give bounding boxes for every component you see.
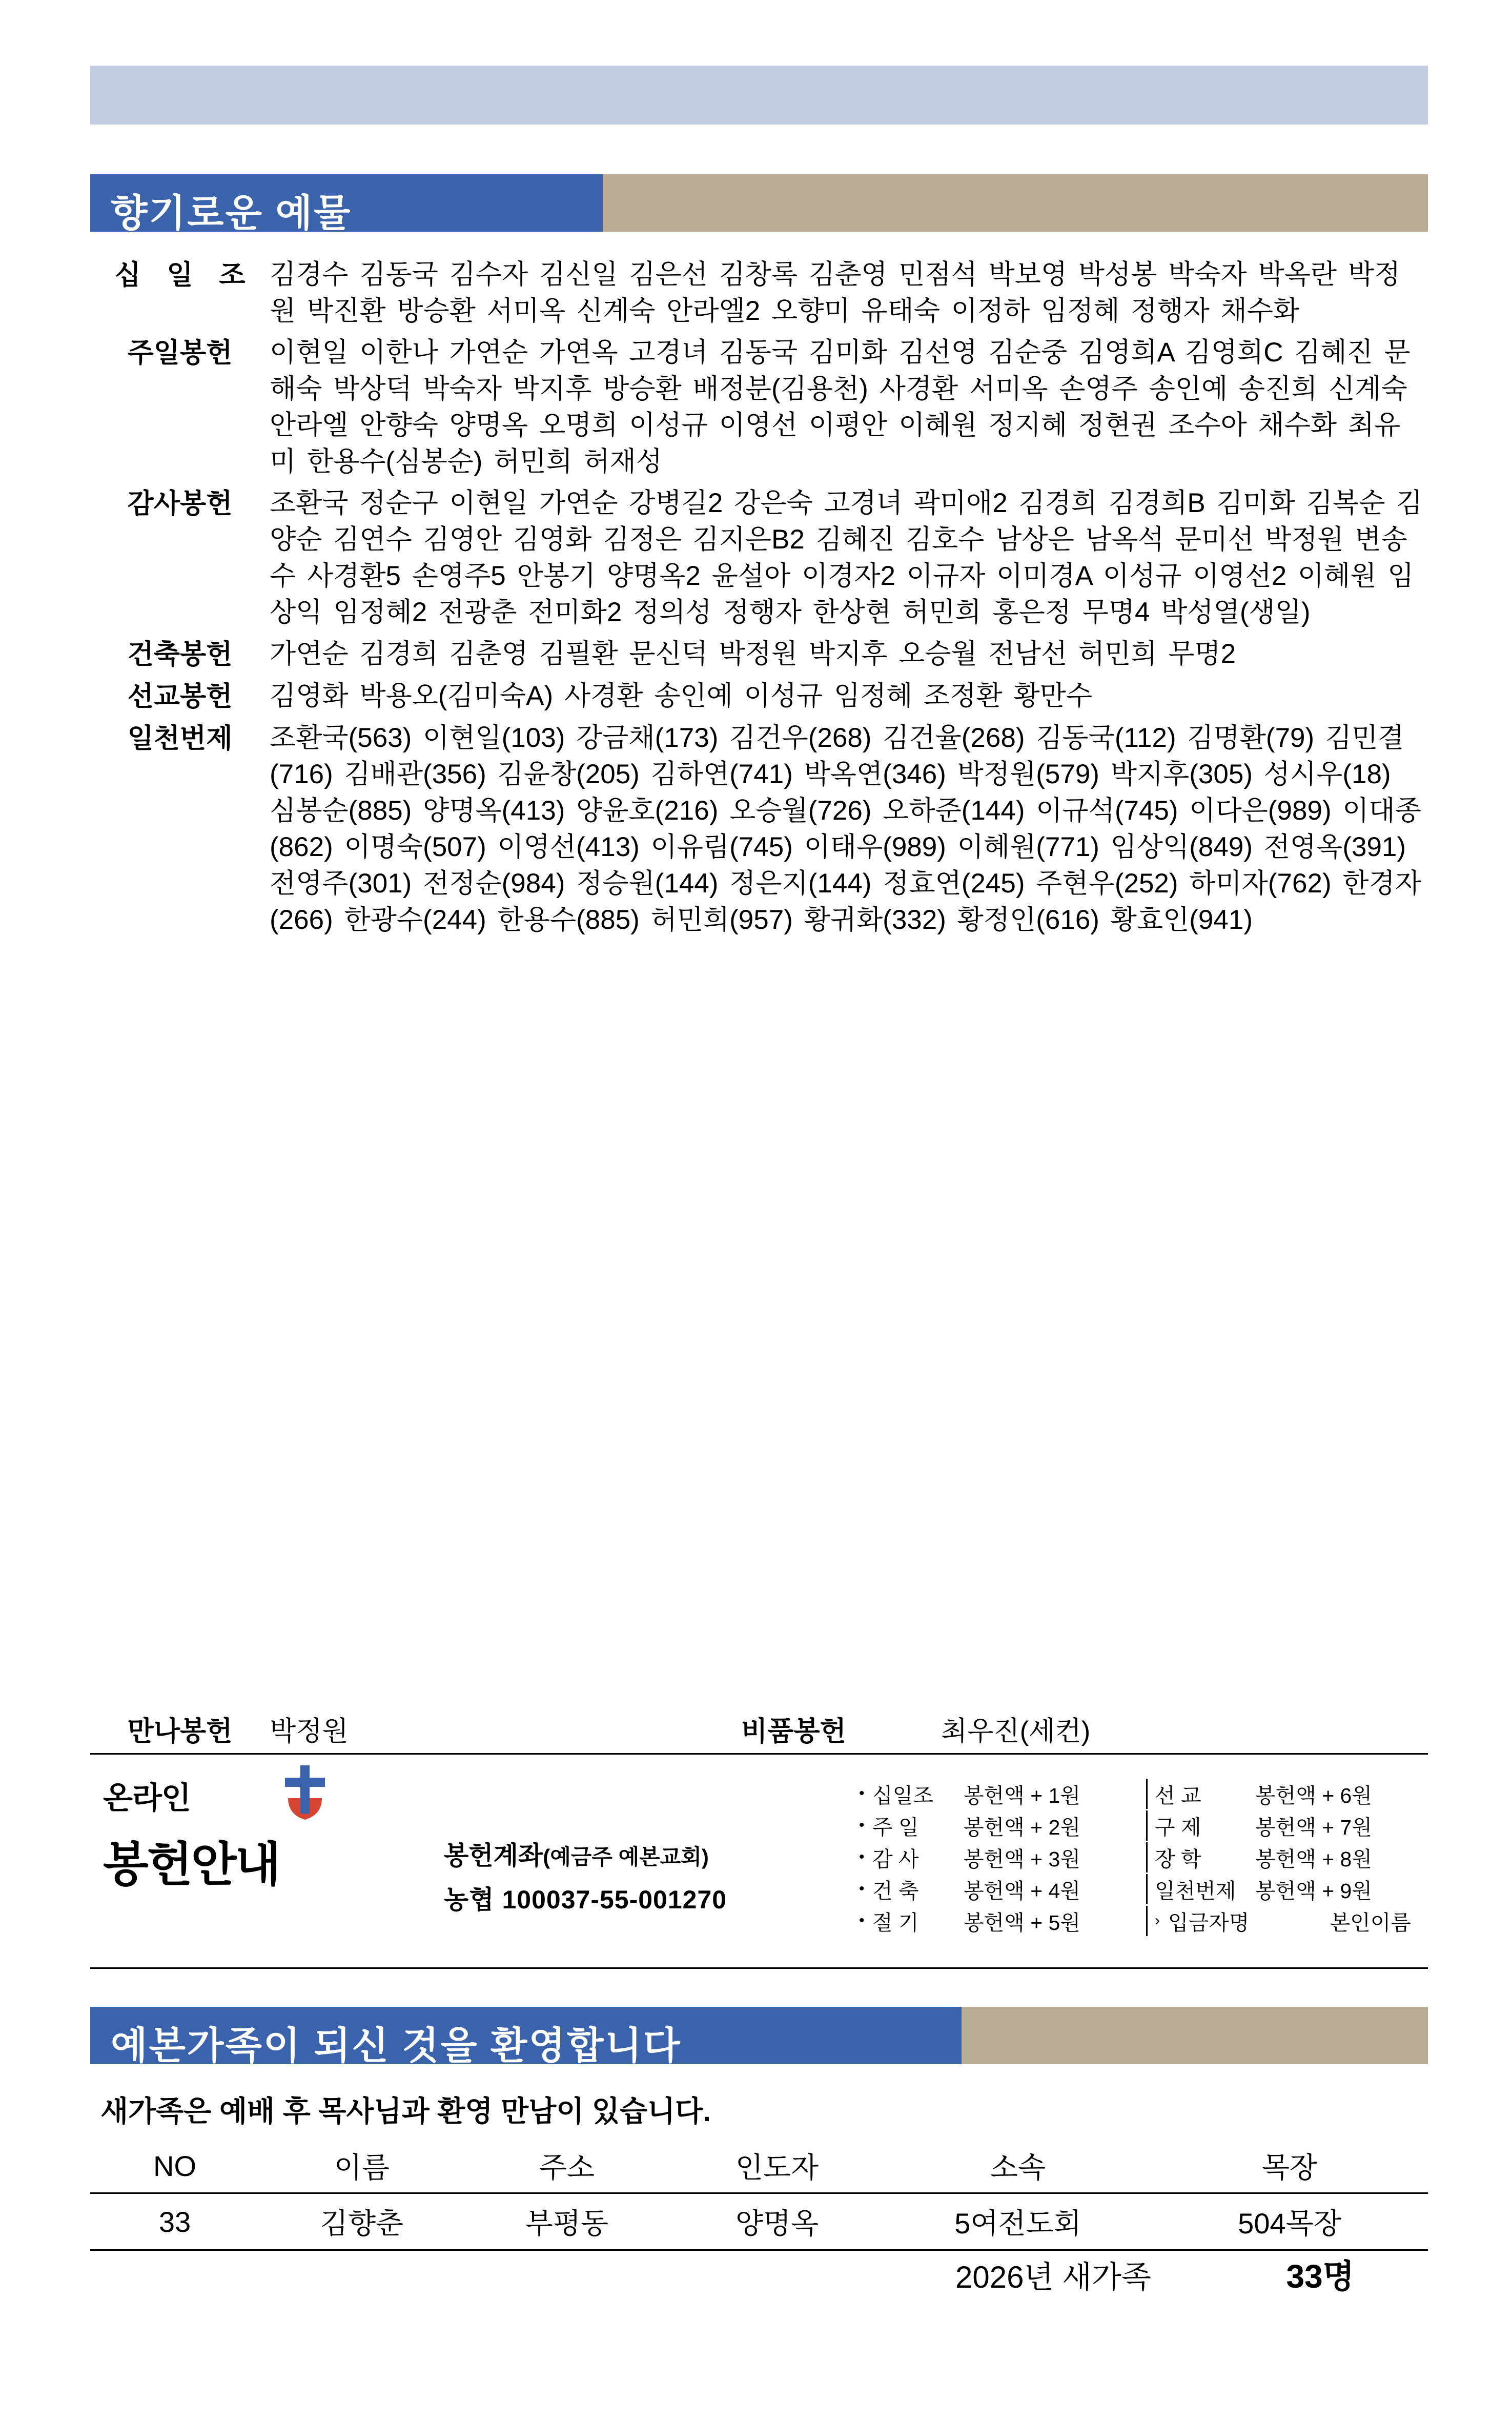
code-amount: 봉헌액 + 8원 <box>1255 1847 1372 1871</box>
manna-label: 만나봉헌 <box>127 1716 233 1746</box>
code-amount: 봉헌액 + 2원 <box>964 1815 1080 1839</box>
online-word: 온라인 <box>103 1781 191 1815</box>
code-row <box>859 1905 1413 1937</box>
offering-row-label: 선교봉헌 <box>127 681 233 712</box>
code-name: 입금자명 <box>1168 1910 1250 1935</box>
code-row <box>859 1778 1413 1809</box>
bullet-icon: • <box>859 1848 865 1865</box>
code-left <box>859 1906 1146 1936</box>
offering-row <box>90 678 1428 715</box>
account-number: 농협 100037-55-001270 <box>444 1885 727 1914</box>
cell-guide: 양명옥 <box>669 2193 885 2250</box>
code-amount: 봉헌액 + 7원 <box>1255 1815 1372 1839</box>
arrow-icon: › <box>1155 1912 1160 1929</box>
welcome-section-title: 예본가족이 되신 것을 환영합니다 <box>111 2024 682 2067</box>
column-header-address: 주소 <box>464 2140 669 2193</box>
divider-top <box>90 1753 1428 1755</box>
column-header-name: 이름 <box>259 2140 464 2193</box>
table-header-row <box>90 2140 1428 2193</box>
offering-row-names: 이현일 이한나 가연순 가연옥 고경녀 김동국 김미화 김선영 김순중 김영희A 김영희C 김혜진 문해숙 박상덕 박숙자 박지후 방승환 배정분(김용천) 사경환 서미옥 손영주 송인예 송진희 신계숙 안라엘 안향숙 양명옥 오명희 이성규 이영선 이평안 이혜원 정지혜 정현권 조수아 채수화 최유미 한용수(심봉순) 허민희 허재성 <box>270 337 1411 477</box>
bipum-value: 최우진(세컨) <box>941 1716 1091 1746</box>
offering-row-label: 십 일 조 <box>114 260 255 290</box>
code-left <box>859 1810 1146 1841</box>
offering-row-label: 일천번제 <box>127 723 233 754</box>
code-amount: 본인이름 <box>1330 1910 1411 1935</box>
code-amount: 봉헌액 + 9원 <box>1255 1879 1372 1903</box>
online-code-table <box>859 1778 1413 1937</box>
bullet-icon: • <box>859 1817 865 1834</box>
column-header-group: 소속 <box>885 2140 1151 2193</box>
manna-bipum-row <box>90 1709 1428 1748</box>
code-name: 절 기 <box>872 1910 919 1935</box>
welcome-note: 새가족은 예배 후 목사님과 환영 만남이 있습니다. <box>100 2095 711 2127</box>
code-amount: 봉헌액 + 3원 <box>964 1847 1080 1871</box>
cell-mokjang: 504목장 <box>1151 2193 1428 2250</box>
code-name: 구 제 <box>1155 1815 1201 1839</box>
code-right <box>1146 1874 1413 1904</box>
online-giving-title: 봉헌안내 <box>103 1839 279 1891</box>
summary-year-label: 2026년 새가족 <box>955 2260 1151 2294</box>
code-name: 선 교 <box>1155 1783 1201 1807</box>
code-amount: 봉헌액 + 5원 <box>964 1910 1080 1935</box>
offering-row <box>90 636 1428 673</box>
bullet-icon: • <box>859 1912 865 1929</box>
account-label-line <box>444 1835 869 1872</box>
offering-list <box>90 256 1428 943</box>
manna-value: 박정원 <box>270 1716 349 1746</box>
offering-row-label: 감사봉헌 <box>127 489 233 519</box>
table-row <box>90 2193 1428 2250</box>
cross-icon <box>281 1764 327 1821</box>
offering-section-title: 향기로운 예물 <box>111 192 352 234</box>
offering-row-names: 김영화 박용오(김미숙A) 사경환 송인예 이성규 임정혜 조정환 황만수 <box>270 681 1093 711</box>
account-holder: (예금주 예본교회) <box>543 1845 709 1869</box>
new-family-table <box>90 2140 1428 2251</box>
bipum-label: 비품봉헌 <box>741 1716 846 1746</box>
column-header-guide: 인도자 <box>669 2140 885 2193</box>
code-amount: 봉헌액 + 1원 <box>964 1783 1080 1807</box>
offering-row-names: 김경수 김동국 김수자 김신일 김은선 김창록 김춘영 민점석 박보영 박성봉 박숙자 박옥란 박정원 박진환 방승환 서미옥 신계숙 안라엘2 오향미 유태숙 이정하 임정혜 정행자 채수화 <box>270 259 1401 327</box>
code-right <box>1146 1842 1413 1873</box>
cell-address: 부평동 <box>464 2193 669 2250</box>
online-giving-heading <box>103 1774 390 1895</box>
top-decor-band <box>90 66 1428 125</box>
code-amount: 봉헌액 + 6원 <box>1255 1783 1372 1807</box>
code-row <box>859 1809 1413 1841</box>
code-left <box>859 1842 1146 1873</box>
online-giving-block <box>90 1763 1428 1968</box>
code-amount: 봉헌액 + 4원 <box>964 1879 1080 1903</box>
offering-row-label: 건축봉헌 <box>127 639 233 670</box>
code-left <box>859 1779 1146 1809</box>
column-header-mokjang: 목장 <box>1151 2140 1428 2193</box>
cell-group: 5여전도회 <box>885 2193 1151 2250</box>
offering-row <box>90 485 1428 630</box>
offering-row-names: 가연순 김경희 김춘영 김필환 문신덕 박정원 박지후 오승월 전남선 허민희 무명2 <box>270 639 1236 669</box>
summary-count: 33명 <box>1286 2258 1355 2295</box>
code-name: 건 축 <box>872 1879 919 1903</box>
offering-row-label: 주일봉헌 <box>127 338 233 369</box>
code-name: 주 일 <box>872 1815 919 1839</box>
column-header-no: NO <box>90 2140 259 2193</box>
code-right <box>1146 1810 1413 1841</box>
code-name: 십일조 <box>872 1783 933 1807</box>
offering-row-names: 조환국(563) 이현일(103) 강금채(173) 김건우(268) 김건율(268) 김동국(112) 김명환(79) 김민결(716) 김배관(356) 김윤창(205) 김하연(741) 박옥연(346) 박정원(579) 박지후(305) 성시우(18) 심봉순(885) 양명옥(413) 양윤호(216) 오승월(726) 오하준(144) 이규석(745) 이다은(989) 이대종(862) 이명숙(507) 이영선(413) 이유림(745) 이태우(989) 이혜원(771) 임상익(849) 전영옥(391) 전영주(301) 전정순(984) 정승원(144) 정은지(144) 정효연(245) 주현우(252) 하미자(762) 한경자(266) 한광수(244) 한용수(885) 허민희(957) 황귀화(332) 황정인(616) 황효인(941) <box>270 723 1421 935</box>
code-right <box>1146 1779 1413 1809</box>
code-left <box>859 1874 1146 1904</box>
new-family-summary <box>90 2250 1428 2297</box>
bullet-icon: • <box>859 1880 865 1897</box>
offering-row <box>90 256 1428 329</box>
code-row <box>859 1841 1413 1873</box>
bullet-icon: • <box>859 1785 865 1802</box>
code-row <box>859 1873 1413 1905</box>
account-info <box>444 1835 869 1916</box>
code-right <box>1146 1906 1413 1936</box>
code-name: 장 학 <box>1155 1847 1201 1871</box>
offering-row <box>90 720 1428 938</box>
offering-row <box>90 334 1428 480</box>
code-name: 감 사 <box>872 1847 919 1871</box>
account-label: 봉헌계좌 <box>444 1841 543 1870</box>
cell-no: 33 <box>90 2193 259 2250</box>
offering-row-names: 조환국 정순구 이현일 가연순 강병길2 강은숙 고경녀 곽미애2 김경희 김경희B 김미화 김복순 김양순 김연수 김영안 김영화 김정은 김지은B2 김혜진 김호수 남상은 남옥석 문미선 박정원 변송수 사경환5 손영주5 안봉기 양명옥2 윤설아 이경자2 이규자 이미경A 이성규 이영선2 이혜원 임상익 임정혜2 전광춘 전미화2 정의성 정행자 한상현 허민희 홍은정 무명4 박성열(생일) <box>270 488 1423 628</box>
cell-name: 김향춘 <box>259 2193 464 2250</box>
code-name: 일천번제 <box>1155 1879 1236 1903</box>
